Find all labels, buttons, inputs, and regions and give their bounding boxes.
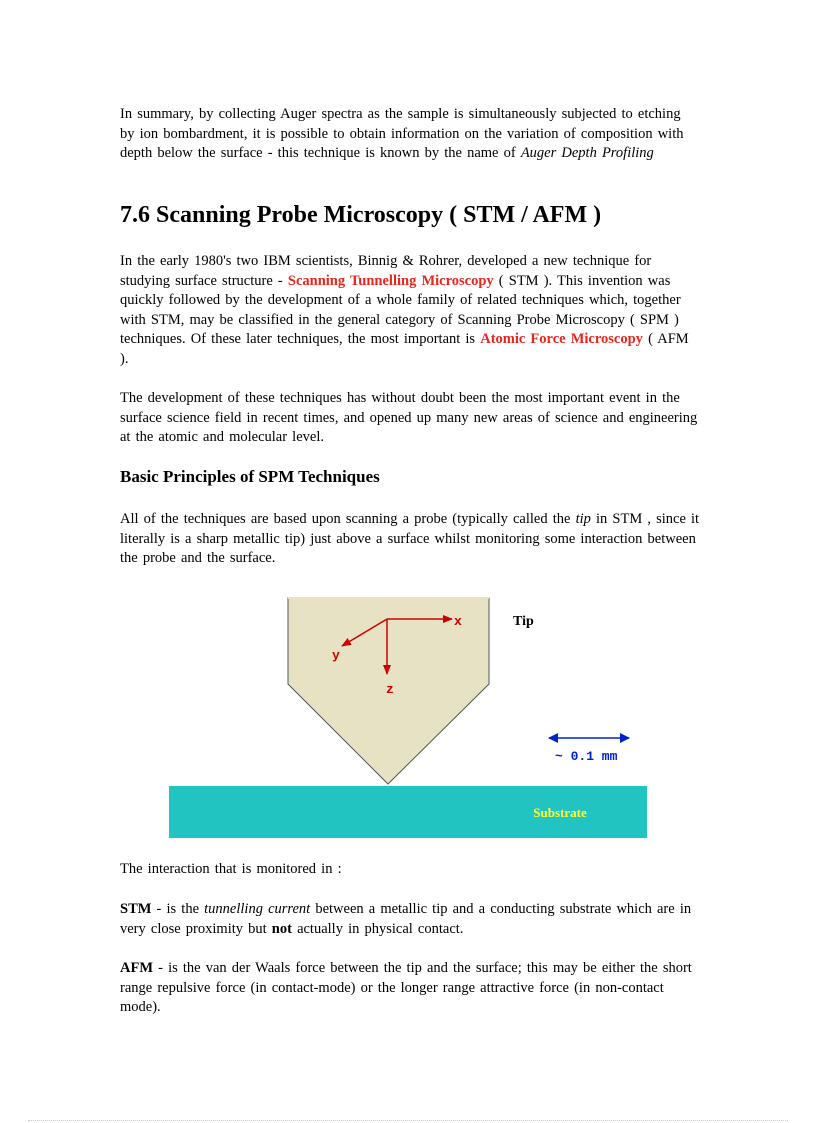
z-axis-label: z [386,682,394,697]
stm-text-3: actually in physical contact. [291,920,464,937]
stm-paragraph [120,900,700,939]
principles-paragraph [120,510,700,569]
x-axis-label: x [454,614,462,629]
section-heading: 7.6 Scanning Probe Microscopy ( STM / AFM ) [120,202,602,228]
stm-text-2: between a metallic tip and a conducting substrate which are in very close proximity but [120,901,692,937]
tunnelling-current-term: tunnelling current [204,901,311,917]
tip-term: tip [575,511,591,527]
intro-text-1: In the early 1980's two IBM scientists, Binnig & Rohrer, developed a new technique for studying surface structure - [120,253,652,289]
subsection-heading: Basic Principles of SPM Techniques [120,467,380,486]
auger-summary-text: In summary, by collecting Auger spectra as the sample is simultaneously subjected to etching by ion bombardment, it is possible to obtain information on the variation of composition with depth below the surface - this technique is known by the name of [120,106,684,162]
intro-text-2: ( STM ). This invention was quickly followed by the development of a whole family of related techniques which, together with STM, may be classified in the general category of Scanning Probe Microscopy ( SPM ) techniques. Of these later techniques, the most important is [120,272,681,348]
substrate-label: Substrate [533,805,587,820]
spm-tip-diagram [165,596,655,841]
development-paragraph: The development of these techniques has without doubt been the most important event in the surface science field in recent times, and opened up many new areas of science and engineering at the atomic and molecular level. [120,390,698,446]
page-bottom-divider [28,1120,788,1121]
stm-text-1: - is the [151,901,205,917]
afm-link[interactable]: Atomic Force Microscopy [480,331,643,348]
tip-label: Tip [513,614,534,629]
principles-text-2: in STM , since it literally is a sharp metallic tip) just above a surface whilst monitoring some interaction between the probe and the surface. [120,511,700,567]
afm-paragraph [120,959,700,1018]
auger-depth-profiling-term: Auger Depth Profiling [520,145,654,162]
scale-label: ~ 0.1 mm [555,749,618,764]
not-word: not [271,920,292,937]
afm-label: AFM [120,960,154,976]
stm-label: STM [120,901,152,917]
intro-text-3: ( AFM ). [120,331,689,367]
auger-summary-paragraph [120,105,700,164]
monitored-paragraph: The interaction that is monitored in : [120,861,342,877]
afm-text: - is the van der Waals force between the tip and the surface; this may be either the short range repulsive force (in contact-mode) or the longer range attractive force (in non-contact mode). [120,960,692,1016]
stm-link[interactable]: Scanning Tunnelling Microscopy [287,272,494,289]
principles-text-1: All of the techniques are based upon scanning a probe (typically called the [120,511,576,527]
spm-intro-paragraph [120,252,700,370]
y-axis-label: y [332,648,340,663]
